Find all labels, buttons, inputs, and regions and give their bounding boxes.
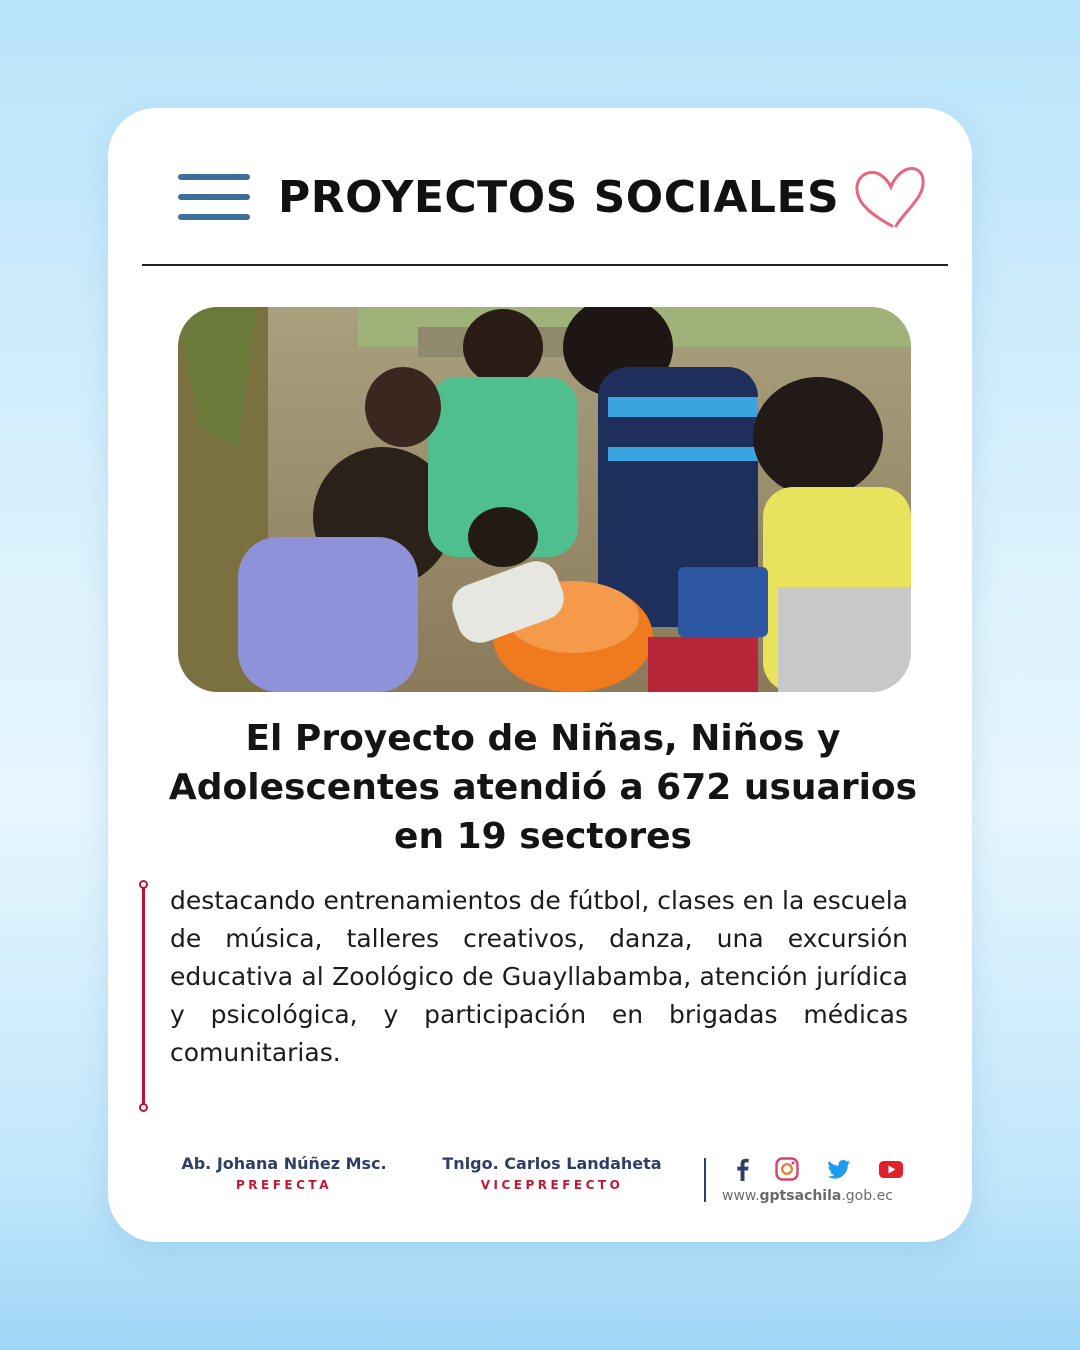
signature-role: PREFECTA xyxy=(236,1178,332,1192)
signature-role: VICEPREFECTO xyxy=(480,1178,624,1192)
youtube-icon[interactable] xyxy=(878,1156,904,1182)
content-card xyxy=(108,108,972,1242)
headline: El Proyecto de Niñas, Niños y Adolescentes atendió a 672 usuarios en 19 sectores xyxy=(168,718,918,857)
accent-line xyxy=(142,886,145,1106)
signature-prefecta xyxy=(166,1154,402,1192)
signature-viceprefecto xyxy=(434,1154,670,1192)
project-photo xyxy=(178,307,911,692)
page-title: PROYECTOS SOCIALES xyxy=(278,172,840,223)
website-suffix: .gob.ec xyxy=(841,1188,893,1204)
facebook-icon[interactable] xyxy=(730,1156,756,1182)
signature-name: Ab. Johana Núñez Msc. xyxy=(181,1154,387,1173)
body-text: destacando entrenamientos de fútbol, clases en la escuela de música, talleres creativos, danza, una excursión educativa al Zoológico de Guayllabamba, atención jurídica y psicológica, y participación en brigadas médicas comunitarias. xyxy=(170,886,908,1067)
website-url[interactable] xyxy=(722,1188,922,1204)
website-prefix: www. xyxy=(722,1188,760,1204)
signature-name: Tnlgo. Carlos Landaheta xyxy=(442,1154,662,1173)
twitter-icon[interactable] xyxy=(826,1156,852,1182)
header-divider xyxy=(142,264,948,266)
heart-outline-icon xyxy=(852,160,926,234)
footer-divider xyxy=(704,1158,706,1202)
social-icons xyxy=(730,1156,910,1182)
footer xyxy=(108,1154,972,1214)
website-domain: gptsachila xyxy=(759,1188,842,1204)
hamburger-menu-icon[interactable] xyxy=(178,172,252,224)
instagram-icon[interactable] xyxy=(774,1156,800,1182)
body-section xyxy=(148,882,908,1072)
